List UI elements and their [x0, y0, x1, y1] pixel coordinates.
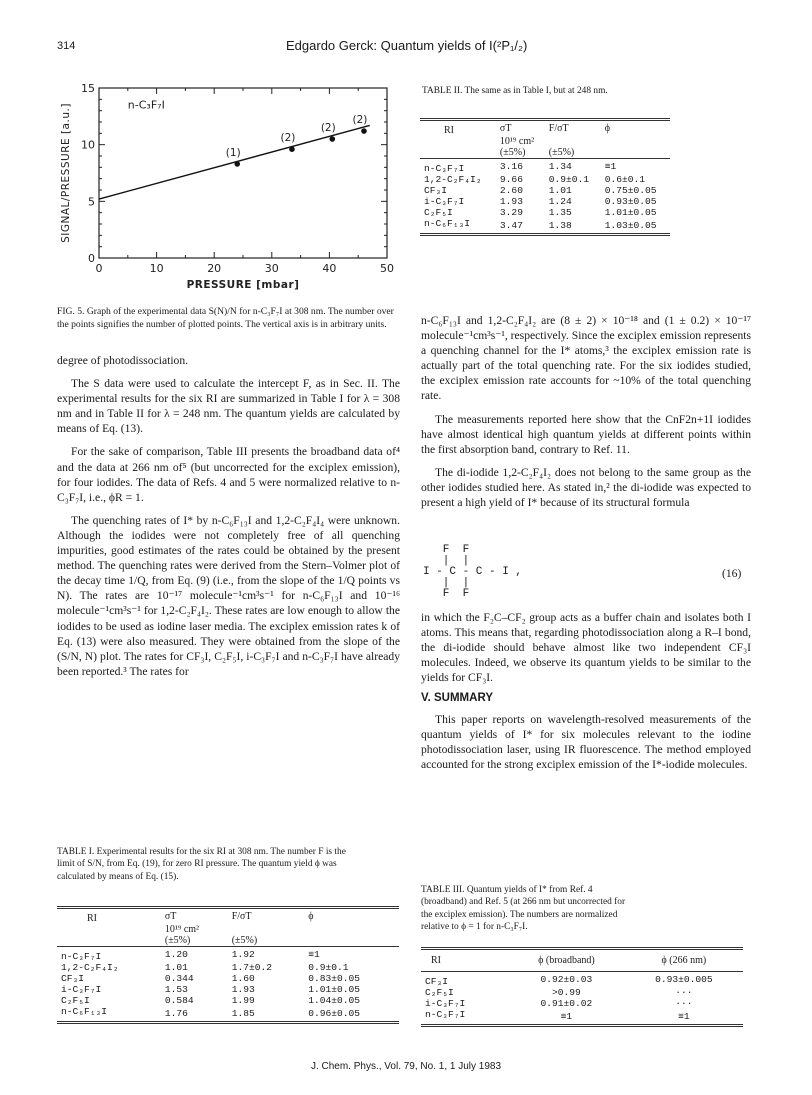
- table-cell: ≡1: [678, 1011, 690, 1022]
- table-row: [57, 962, 399, 973]
- table2: [420, 118, 670, 236]
- table-row: [420, 218, 670, 235]
- table-cell: n-C₆F₁₃I: [61, 1006, 108, 1017]
- table-row: [421, 1009, 743, 1026]
- table-cell: 1.20: [164, 949, 188, 960]
- x-tick-label: 10: [149, 262, 164, 275]
- table-cell: 1.38: [548, 220, 572, 231]
- y-tick-label: 5: [88, 195, 95, 209]
- table-cell: 0.9±0.1: [548, 174, 590, 185]
- table-row: [420, 185, 670, 196]
- table-cell: n-C₆F₁₃I: [424, 218, 471, 229]
- table-cell: 2.60: [499, 185, 523, 196]
- table-header: ϕ: [308, 911, 314, 922]
- table-cell: 1.04±0.05: [308, 995, 361, 1006]
- table-row: [57, 947, 399, 963]
- table-cell: 1.24: [548, 196, 572, 207]
- table-cell: 0.9±0.1: [308, 962, 349, 973]
- point-label: (2): [280, 132, 296, 145]
- table-cell: 1.93: [231, 984, 255, 995]
- table-header: F/σT: [548, 123, 569, 134]
- table-subheader: [601, 147, 670, 159]
- table-cell: 1.34: [548, 161, 572, 172]
- table-subheader: [420, 136, 496, 147]
- table1: [57, 906, 399, 1024]
- table-header: RI: [444, 125, 454, 136]
- data-point: [289, 146, 295, 152]
- table-row: [420, 174, 670, 185]
- table-cell: i-C₃F₇I: [424, 196, 465, 207]
- table-cell: 1.76: [164, 1008, 188, 1019]
- table-row: [421, 972, 743, 988]
- table-cell: 1,2-C₂F₄I₂: [424, 174, 482, 185]
- table-cell: 1.85: [231, 1008, 255, 1019]
- table-cell: 3.29: [499, 207, 523, 218]
- table-row: [420, 159, 670, 175]
- table-cell: 0.93±0.005: [655, 974, 713, 985]
- table-subheader: 10¹⁹ cm²: [164, 924, 200, 935]
- x-axis-label: PRESSURE [mbar]: [186, 279, 300, 291]
- table-subheader: (±5%): [499, 147, 526, 158]
- table-row: [420, 207, 670, 218]
- paragraph: This paper reports on wavelength-resolved measurements of the quantum yields of I* for six molecules relevant to the iodine photodissociation laser, using IR fluorescence. The method employed accounted for the strong exciplex emission of the I*-iodide molecules.: [421, 713, 751, 772]
- data-point: [361, 128, 367, 134]
- paragraph: The S data were used to calculate the intercept F, as in Sec. II. The experimental results for the six RI are summarized in Table I for λ = 308 nm and in Table II for λ = 248 nm. The quantum yields are calculated by means of Eq. (13).: [57, 377, 400, 436]
- table-cell: 0.93±0.05: [604, 196, 657, 207]
- table3-caption: TABLE III. Quantum yields of I* from Ref. 4 (broadband) and Ref. 5 (at 266 nm but uncorrected for the exciplex emission). The numbers are normalized relative to ϕ = 1 for n-C₃F₇I.: [421, 885, 626, 932]
- paragraph: For the sake of comparison, Table III presents the broadband data of⁴ and the data at 266 nm of⁵ (but uncorrected for the exciplex emission), for four iodides. The data of Refs. 4 and 5 were normalized relative to n-C₃F₇I, i.e., ϕR = 1.: [57, 445, 400, 504]
- table-cell: ≡1: [308, 949, 320, 960]
- table-row: [421, 998, 743, 1009]
- table-cell: 0.6±0.1: [604, 174, 646, 185]
- table-cell: 1.03±0.05: [604, 220, 657, 231]
- table1-caption: TABLE I. Experimental results for the six RI at 308 nm. The number F is the limit of S/N, from Eq. (19), for zero RI pressure. The quantum yield ϕ was calculated by means of Eq. (15).: [57, 847, 346, 882]
- table-cell: 1.93: [499, 196, 523, 207]
- table-row: [57, 984, 399, 995]
- x-tick-label: 30: [264, 262, 279, 275]
- paragraph: in which the F₂C–CF₂ group acts as a buffer chain and isolates both I atoms. This means that, regarding photodissociation along a R–I bond, the di-iodide should behave almost like two independent CF₃I molecules. Indeed, we observe its quantum yields to be similar to the yields for CF₃I.: [421, 611, 751, 685]
- table-header: σT: [499, 123, 512, 134]
- table-cell: 0.344: [164, 973, 194, 984]
- table-subheader: (±5%): [231, 935, 258, 946]
- table-header: ϕ (broadband): [538, 955, 595, 966]
- table-cell: 3.47: [499, 220, 523, 231]
- table-subheader: (±5%): [548, 147, 575, 158]
- table-row: [57, 995, 399, 1006]
- table-cell: 1.53: [164, 984, 188, 995]
- paragraph: The di-iodide 1,2-C₂F₄I₂ does not belong to the same group as the other iodides studied here. As stated in,² the di-iodide was expected to present a high yield of I* because of its structural formula: [421, 465, 751, 510]
- data-point: [234, 161, 240, 167]
- table-cell: 1.35: [548, 207, 572, 218]
- table-subheader: [57, 935, 161, 947]
- table-cell: ···: [675, 987, 693, 998]
- table-row: [57, 1006, 399, 1023]
- table-cell: 0.75±0.05: [604, 185, 657, 196]
- table-cell: 1.01: [164, 962, 188, 973]
- equation-number: (16): [722, 567, 742, 580]
- table-cell: C₂F₅I: [61, 995, 90, 1006]
- table-cell: >0.99: [552, 987, 581, 998]
- table-subheader: [228, 924, 305, 935]
- table-cell: 9.66: [499, 174, 523, 185]
- table-cell: 0.92±0.03: [540, 974, 593, 985]
- table-subheader: [304, 924, 399, 935]
- table-cell: ≡1: [604, 161, 617, 172]
- table3: [421, 947, 743, 1027]
- page-number: 314: [57, 40, 76, 52]
- table-cell: 0.584: [164, 995, 194, 1006]
- table-subheader: [57, 924, 161, 935]
- table-subheader: (±5%): [164, 935, 191, 946]
- table-cell: ≡1: [560, 1011, 573, 1022]
- table-cell: 1.01±0.05: [308, 984, 361, 995]
- x-tick-label: 40: [322, 262, 337, 275]
- table-row: [420, 196, 670, 207]
- table-cell: 1.99: [231, 995, 255, 1006]
- table-row: [421, 987, 743, 998]
- table-cell: 0.91±0.02: [540, 998, 593, 1009]
- table-cell: CF₃I: [425, 976, 449, 987]
- figure-5-chart: [55, 78, 400, 303]
- table-cell: ···: [675, 998, 693, 1009]
- table-cell: 1,2-C₂F₄I₂: [61, 962, 119, 973]
- table-cell: 1.01: [548, 185, 572, 196]
- table-cell: 1.7±0.2: [231, 962, 273, 973]
- table-cell: 0.83±0.05: [308, 973, 361, 984]
- table-cell: CF₃I: [424, 185, 448, 196]
- table-cell: n-C₃F₇I: [424, 163, 465, 174]
- table-subheader: [304, 935, 399, 947]
- table-cell: C₂F₅I: [424, 207, 453, 218]
- table-header: σT: [164, 911, 177, 922]
- y-tick-label: 0: [88, 252, 95, 265]
- point-label: (2): [352, 114, 368, 127]
- right-column-text-2: [421, 610, 751, 693]
- right-column-text: [421, 313, 751, 518]
- point-label: (1): [225, 146, 241, 159]
- x-tick-label: 20: [207, 262, 222, 275]
- table-header: ϕ (266 nm): [661, 955, 707, 966]
- table-cell: 1.92: [231, 949, 255, 960]
- table-subheader: [545, 136, 601, 147]
- point-label: (2): [320, 122, 336, 134]
- table-subheader: [420, 147, 496, 159]
- y-axis-label: SIGNAL/PRESSURE [a.u.]: [60, 103, 72, 243]
- x-tick-label: 0: [95, 262, 103, 275]
- table-cell: i-C₃F₇I: [425, 998, 466, 1009]
- y-tick-label: 15: [81, 82, 95, 95]
- figure-caption: FIG. 5. Graph of the experimental data S(N)/N for n-C₃F₇I at 308 nm. The number over the points signifies the number of plotted points. The vertical axis is in arbitrary units.: [57, 306, 394, 330]
- fit-line: [99, 125, 370, 199]
- journal-footer: J. Chem. Phys., Vol. 79, No. 1, 1 July 1983: [310, 1061, 502, 1072]
- table-cell: C₂F₅I: [425, 987, 454, 998]
- table-cell: n-C₃F₇I: [61, 951, 102, 962]
- right-column-text-3: [421, 712, 751, 780]
- table-subheader: [601, 136, 670, 147]
- table-header: RI: [87, 913, 97, 924]
- table-cell: 0.96±0.05: [308, 1008, 361, 1019]
- paragraph: n-C₆F₁₃I and 1,2-C₂F₄I₂ are (8 ± 2) × 10⁻¹⁸ and (1 ± 0.2) × 10⁻¹⁷ molecule⁻¹cm³s⁻¹, respectively. Since the exciplex emission represents a quenching channel for the I* atoms,³ the exciplex emission rate is actually part of the total quenching rate. For the six iodides studied, the exciplex emission rate accounts for ~10% of the total quenching rate.: [421, 314, 751, 403]
- table-cell: CF₃I: [61, 973, 85, 984]
- data-point: [329, 136, 335, 142]
- running-title: Edgardo Gerck: Quantum yields of I(²P₁/₂): [286, 38, 528, 53]
- left-column-text: [57, 353, 400, 687]
- structural-formula: F F | | I - C - C - I , | | F F: [423, 544, 523, 600]
- table-cell: 1.60: [231, 973, 255, 984]
- paragraph: The measurements reported here show that the CnF2n+1I iodides have almost identical high quantum yields at different points within the first absorption band, contrary to Ref. 11.: [421, 412, 751, 456]
- table-header: RI: [431, 955, 441, 966]
- section-heading: V. SUMMARY: [421, 692, 493, 704]
- table-cell: 3.16: [499, 161, 523, 172]
- table-cell: 1.01±0.05: [604, 207, 657, 218]
- y-tick-label: 10: [81, 138, 95, 152]
- plot-frame: [99, 88, 387, 258]
- paragraph: The quenching rates of I* by n-C₆F₁₃I and 1,2-C₂F₄I₄ were unknown. Although the iodides were not completely free of all quenching impurities, good estimates of the rates could be obtained by the present method. The quenching rates were derived from the Stern–Volmer plot of the decay time 1/Q, from Eq. (9) (i.e., from the slope of the 1/Q points vs N). The rates are 10⁻¹⁷ molecule⁻¹cm³s⁻¹ for n-C₆F₁₃I and 10⁻¹⁶ molecule⁻¹cm³s⁻¹ for 1,2-C₂F₄I₂. These rates are low enough to allow the iodides to be used as iodine laser media. The exciplex emission rates k of Eq. (13) were also measured. They were obtained from the slope of the (S/N, N) plot. The rates for CF₃I, C₂F₅I, i-C₃F₇I and n-C₃F₇I have already been reported.³ The rates for: [57, 513, 400, 678]
- table-subheader: 10¹⁹ cm²: [499, 136, 535, 147]
- inset-label: n-C₃F₇I: [127, 98, 165, 112]
- x-tick-label: 50: [380, 262, 394, 275]
- table-header: ϕ: [604, 123, 610, 134]
- table-header: F/σT: [231, 911, 252, 922]
- table-row: [57, 973, 399, 984]
- table-cell: i-C₃F₇I: [61, 984, 102, 995]
- paragraph: degree of photodissociation.: [57, 354, 189, 367]
- table2-caption: TABLE II. The same as in Table I, but at 248 nm.: [422, 86, 608, 96]
- table-cell: n-C₃F₇I: [425, 1009, 466, 1020]
